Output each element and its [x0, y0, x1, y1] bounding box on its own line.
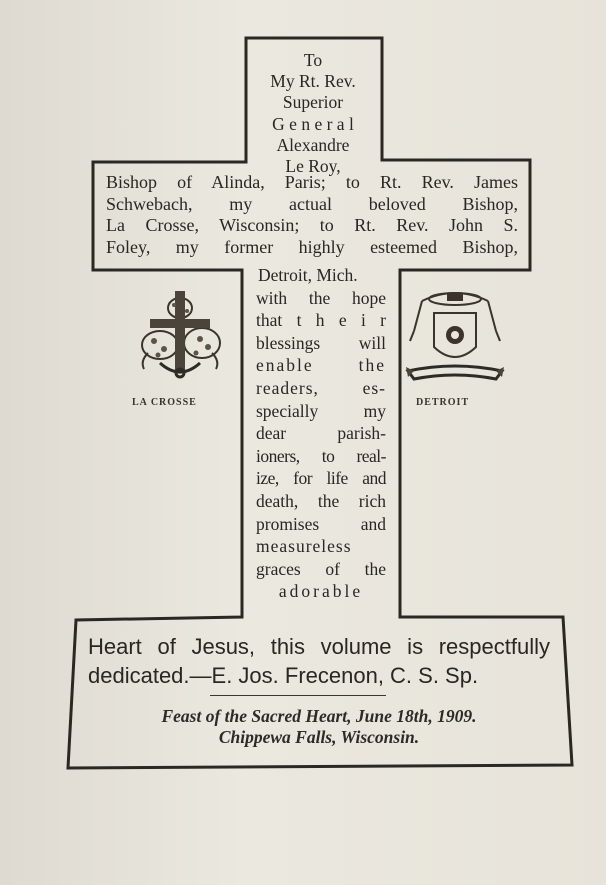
dedication-line: death, the rich	[256, 490, 386, 511]
bottom-dedication-block	[88, 632, 550, 690]
dedication-line: Schwebach, my actual beloved Bishop,	[106, 193, 518, 214]
dedication-line: blessings will	[256, 332, 386, 353]
dedication-line: Bishop of Alinda, Paris; to Rt. Rev. James	[106, 172, 518, 192]
dedication-line: enable the	[256, 355, 386, 376]
dedication-line: ize, for life and	[256, 468, 386, 489]
dedication-line: that t h e i r	[256, 310, 386, 331]
dedication-line: Le Roy,	[285, 156, 341, 177]
detroit-label: DETROIT	[416, 397, 470, 408]
dedication-line: dedicated.—E. Jos. Frecenon, C. S. Sp.	[88, 663, 479, 688]
dedication-line: Foley, my former highly esteemed Bishop,	[106, 236, 518, 257]
dedication-line: G e n e r a l	[272, 113, 354, 134]
dedication-line: ioners, to real-	[256, 445, 386, 466]
la-crosse-label: LA CROSSE	[132, 397, 197, 408]
dedication-line: graces of the	[256, 558, 386, 579]
dedication-line: measureless	[256, 536, 352, 557]
detroit-seal-icon	[400, 283, 510, 393]
dedication-line: with the hope	[256, 287, 386, 308]
column-dedication-block	[256, 264, 386, 603]
dedication-line: Detroit, Mich.	[258, 265, 358, 285]
divider-rule	[210, 695, 386, 696]
dedication-line: La Crosse, Wisconsin; to Rt. Rev. John S.	[106, 215, 518, 235]
arm-dedication-block	[106, 172, 518, 258]
feast-line: Chippewa Falls, Wisconsin.	[218, 727, 420, 747]
dedication-line: To	[303, 50, 323, 70]
dedication-line: promises and	[256, 513, 386, 534]
dedication-line: dear parish-	[256, 423, 386, 444]
dedication-line: specially my	[256, 400, 386, 421]
feast-block	[76, 706, 562, 748]
la-crosse-seal-icon	[130, 283, 230, 393]
dedication-line: adorable	[278, 581, 364, 602]
top-dedication-block	[248, 50, 378, 177]
dedication-line: readers, es-	[256, 377, 386, 398]
dedication-line: My Rt. Rev.	[270, 71, 356, 92]
dedication-line: Superior	[282, 92, 344, 113]
feast-line: Feast of the Sacred Heart, June 18th, 1909.	[161, 706, 477, 726]
dedication-line: Heart of Jesus, this volume is respectfully	[88, 634, 550, 659]
dedication-line: Alexandre	[276, 134, 350, 155]
